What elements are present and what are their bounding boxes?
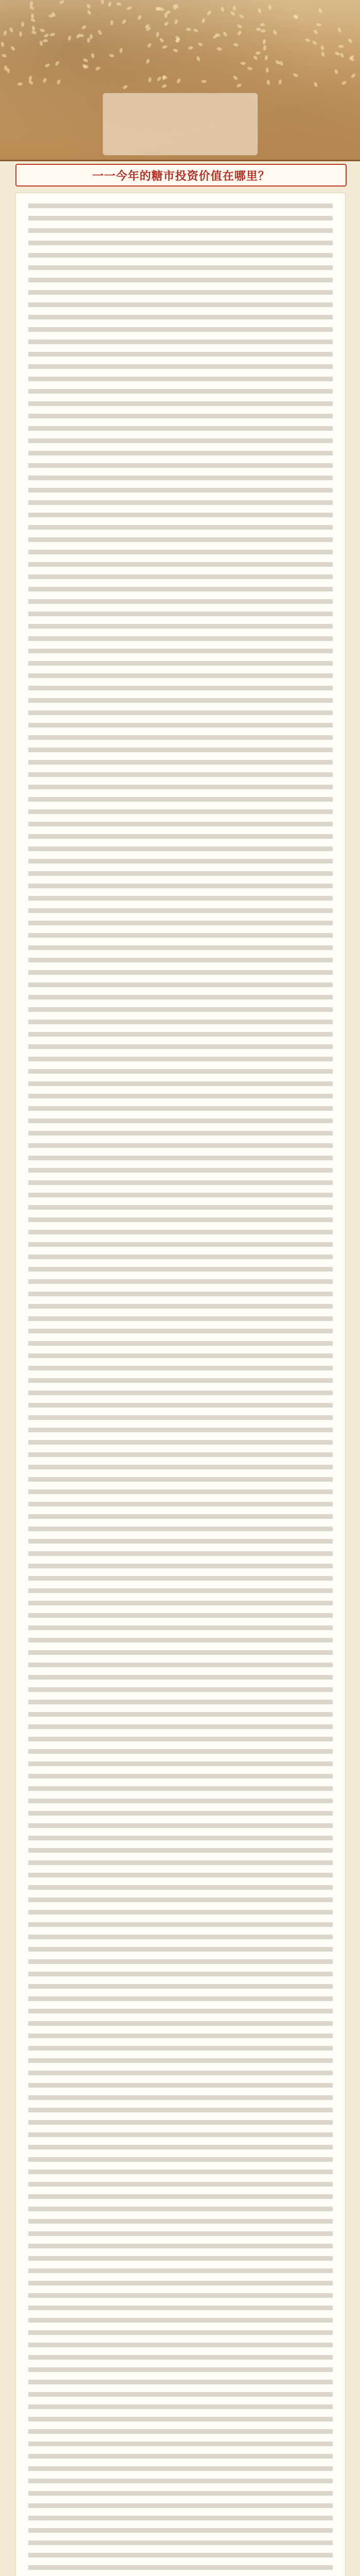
sugar-grain: [293, 14, 298, 20]
sugar-grain: [108, 1, 112, 7]
sugar-grain: [252, 55, 258, 60]
sugar-grain: [236, 30, 242, 36]
sugar-grain: [341, 80, 347, 86]
sugar-grain: [339, 52, 345, 58]
sugar-grain: [222, 31, 228, 37]
sugar-grain: [9, 27, 14, 33]
sugar-grain: [1, 42, 4, 47]
sugar-grain: [217, 47, 222, 50]
sugar-grain: [39, 28, 45, 33]
sugar-grain: [49, 32, 55, 37]
sugar-grain: [264, 55, 268, 61]
sugar-grain: [56, 79, 61, 84]
header-image: [0, 0, 360, 161]
sugar-grain: [176, 78, 181, 84]
article-text-lines: [28, 204, 333, 2576]
sugar-grain: [255, 51, 261, 55]
sugar-grain: [1, 54, 7, 58]
sugar-grain: [272, 29, 278, 36]
sugar-grain: [43, 39, 48, 42]
sugar-grain: [10, 45, 15, 52]
sugar-grain: [81, 25, 87, 30]
sugar-grain: [266, 80, 270, 86]
sugar-grain: [163, 21, 169, 27]
sugar-grain: [55, 60, 60, 66]
article-title-bar: [15, 164, 347, 187]
sugar-grain: [59, 0, 65, 5]
sugar-grain: [147, 42, 152, 48]
sugar-grain: [122, 84, 128, 90]
sugar-grain: [3, 30, 7, 36]
sugar-grain: [262, 39, 266, 45]
sugar-grain: [110, 20, 114, 25]
sugar-grain: [19, 31, 22, 37]
sugar-grain: [82, 58, 89, 63]
sugar-grain: [161, 83, 167, 88]
sugar-grain: [316, 23, 321, 27]
sugar-grain: [350, 73, 356, 78]
sugar-grain: [338, 44, 344, 48]
sugar-grain: [263, 45, 267, 50]
sugar-grain: [82, 63, 88, 70]
sugar-grain: [241, 62, 246, 65]
sugar-grain: [86, 3, 91, 9]
sugar-grain: [196, 56, 200, 61]
sugar-grain: [278, 79, 282, 85]
sugar-grain: [260, 29, 266, 33]
sugar-grain: [268, 4, 272, 10]
sugar-grain: [193, 28, 199, 33]
sugar-grain: [90, 34, 93, 39]
sugar-grain: [67, 36, 71, 41]
sugar-grain: [230, 10, 236, 16]
sugar-grain: [313, 29, 318, 35]
sugar-grain: [232, 75, 238, 80]
sugar-grain: [43, 33, 49, 38]
sugar-grain: [173, 48, 178, 53]
sugar-grain: [100, 0, 104, 4]
sugar-grain: [201, 80, 207, 83]
sugar-grain: [313, 81, 318, 87]
sugar-grain: [148, 77, 152, 82]
sugar-grain: [174, 19, 178, 25]
sugar-grain: [334, 51, 340, 56]
sugar-grain: [201, 18, 206, 23]
sugar-grain: [109, 54, 115, 58]
sugar-grain: [197, 42, 203, 47]
sugar-grain: [28, 79, 33, 85]
sugar-grain: [233, 6, 236, 11]
sugar-grain: [334, 69, 339, 74]
sugar-grain: [30, 18, 36, 23]
sugar-grain: [186, 28, 191, 31]
sugar-grain: [119, 47, 123, 53]
sugar-grain: [176, 38, 179, 43]
sugar-grain: [236, 24, 243, 29]
sugar-grain: [266, 67, 269, 73]
sugar-grain: [238, 14, 245, 20]
sugar-grain: [126, 6, 132, 10]
hero-badge: [102, 93, 258, 156]
sugar-grain: [347, 38, 353, 43]
sugar-grain: [156, 32, 159, 38]
sugar-grain: [95, 66, 101, 71]
sugar-grain: [220, 6, 225, 12]
sugar-grain: [188, 46, 194, 50]
sugar-grain: [156, 76, 162, 82]
sugar-grain: [116, 2, 122, 6]
sugar-grain: [260, 23, 266, 26]
sugar-grain: [42, 77, 47, 83]
sugar-grain: [293, 73, 299, 78]
sugar-grain: [207, 10, 212, 16]
sugar-grain: [145, 58, 150, 64]
sugar-grain: [233, 43, 238, 47]
sugar-grain: [21, 22, 24, 27]
sugar-grain: [247, 66, 252, 71]
sugar-grain: [97, 29, 102, 36]
sugar-grain: [162, 44, 167, 49]
sugar-grain: [312, 40, 317, 45]
sugar-grain: [337, 27, 341, 33]
sugar-grain: [137, 14, 142, 21]
sugar-grain: [320, 45, 324, 50]
sugar-grain: [304, 38, 310, 43]
sugar-grain: [18, 82, 23, 86]
sugar-grain: [31, 30, 37, 35]
sugar-grain: [258, 8, 261, 14]
sugar-grain: [6, 67, 10, 73]
article-title: 一一今年的糖市投资价值在哪里？: [92, 170, 270, 183]
article-body: [15, 193, 346, 2576]
sugar-grain: [29, 5, 35, 11]
sugar-grain: [164, 13, 168, 18]
sugar-grain: [159, 37, 164, 43]
sugar-grain: [236, 83, 242, 88]
sugar-grain: [44, 63, 50, 68]
sugar-grain: [321, 51, 325, 57]
sugar-grain: [318, 8, 323, 13]
sugar-grain: [87, 9, 92, 15]
sugar-grain: [121, 19, 127, 24]
sugar-grain: [91, 53, 95, 58]
